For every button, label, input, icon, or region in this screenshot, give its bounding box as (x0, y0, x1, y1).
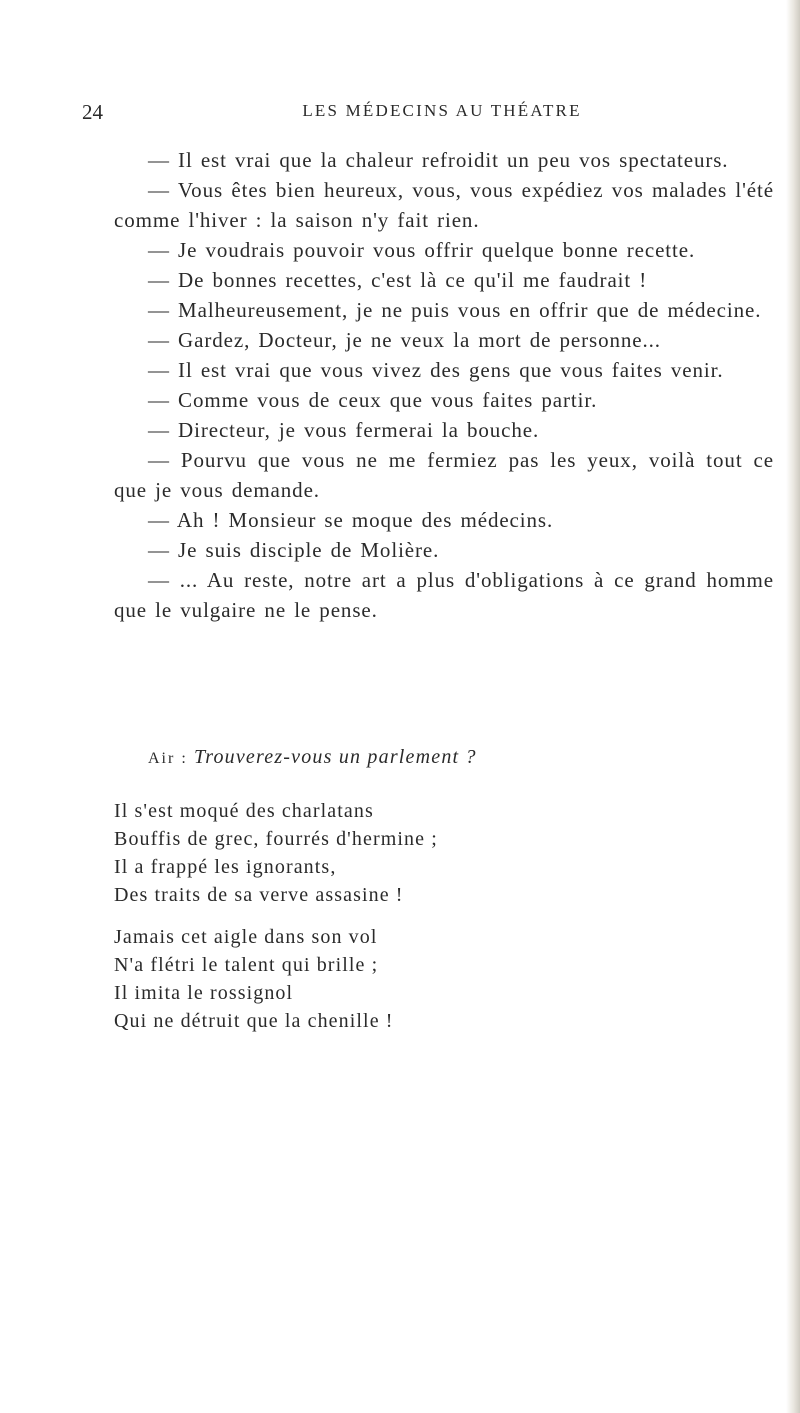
dialogue-line: — Je suis disciple de Molière. (148, 538, 440, 562)
dialogue-line: — ... Au reste, notre art a plus d'obligations à ce grand homme que le vulgaire ne le pense. (114, 568, 774, 622)
dialogue-line: — Ah ! Monsieur se moque des médecins. (148, 508, 554, 532)
page-edge-shadow (786, 0, 800, 1413)
dialogue-line: — Malheureusement, je ne puis vous en offrir que de médecine. (148, 298, 762, 322)
stanza (114, 923, 394, 1035)
dialogue-line: — Vous êtes bien heureux, vous, vous expédiez vos malades l'été comme l'hiver : la saison n'y fait rien. (114, 178, 774, 232)
air-title: Trouverez-vous un parlement ? (193, 746, 477, 768)
dialogue-line: — Il est vrai que vous vivez des gens que vous faites venir. (148, 358, 724, 382)
air-heading (148, 746, 477, 769)
verse-line: Jamais cet aigle dans son vol (114, 926, 378, 948)
dialogue-line: — Gardez, Docteur, je ne veux la mort de personne... (148, 328, 661, 352)
page-number: 24 (82, 100, 103, 124)
dialogue-line: — De bonnes recettes, c'est là ce qu'il me faudrait ! (148, 268, 648, 292)
dialogue-line: — Il est vrai que la chaleur refroidit un peu vos spectateurs. (148, 148, 729, 172)
running-header (82, 100, 772, 130)
air-label: Air : (148, 750, 188, 767)
dialogue-line: — Comme vous de ceux que vous faites partir. (148, 388, 598, 412)
verse-line: Il s'est moqué des charlatans (114, 800, 374, 822)
verse-line: Qui ne détruit que la chenille ! (114, 1010, 394, 1032)
verse-line: N'a flétri le talent qui brille ; (114, 954, 379, 976)
verse-line: Des traits de sa verve assasine ! (114, 884, 404, 906)
running-title: LES MÉDECINS AU THÉATRE (302, 101, 582, 120)
dialogue-section (114, 145, 774, 625)
verse-line: Il a frappé les ignorants, (114, 856, 337, 878)
verse-line: Il imita le rossignol (114, 982, 294, 1004)
dialogue-line: — Je voudrais pouvoir vous offrir quelque bonne recette. (148, 238, 696, 262)
dialogue-line: — Directeur, je vous fermerai la bouche. (148, 418, 540, 442)
verse-line: Bouffis de grec, fourrés d'hermine ; (114, 828, 438, 850)
stanza (114, 797, 438, 909)
dialogue-line: — Pourvu que vous ne me fermiez pas les yeux, voilà tout ce que je vous demande. (114, 448, 774, 502)
